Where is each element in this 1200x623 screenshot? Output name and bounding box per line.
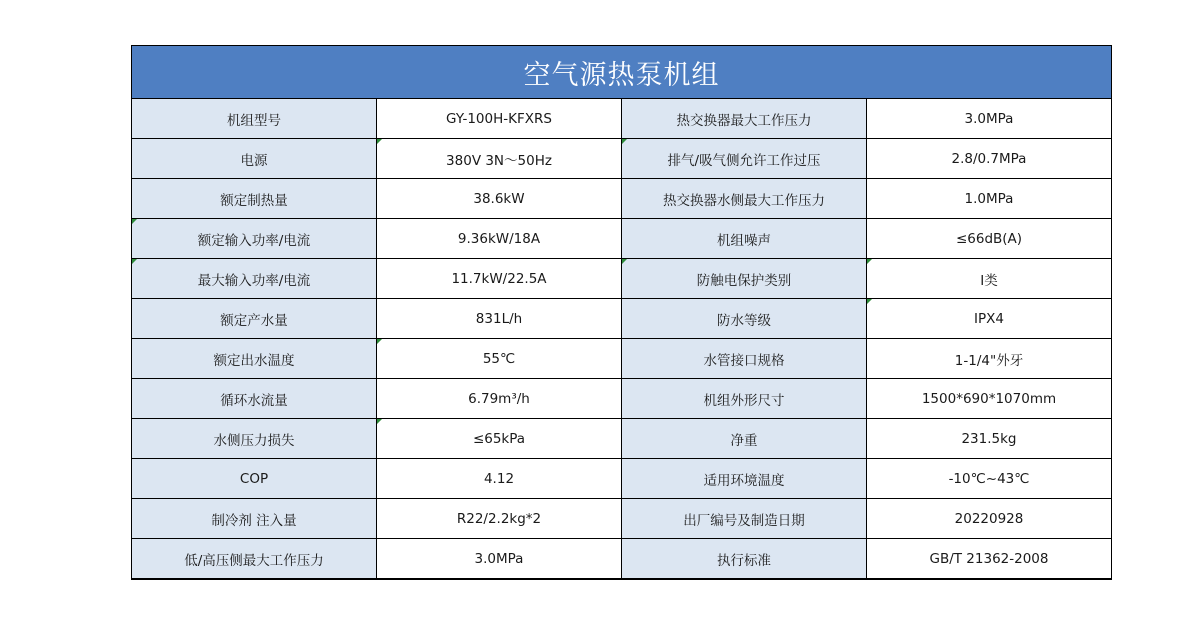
spec-value: R22/2.2kg*2 — [377, 499, 622, 539]
spec-label: 额定输入功率/电流 — [132, 219, 377, 259]
spec-value: 231.5kg — [867, 419, 1112, 459]
spec-label: 机组外形尺寸 — [622, 379, 867, 419]
spec-value: 6.79m³/h — [377, 379, 622, 419]
spec-value: 20220928 — [867, 499, 1112, 539]
spec-label: 制冷剂 注入量 — [132, 499, 377, 539]
table-row — [132, 419, 1112, 459]
spec-value: 55℃ — [377, 339, 622, 379]
spec-value: 3.0MPa — [377, 539, 622, 580]
table-row — [132, 459, 1112, 499]
spec-table — [131, 45, 1112, 580]
spec-label: 热交换器水侧最大工作压力 — [622, 179, 867, 219]
table-row — [132, 259, 1112, 299]
spec-value: 831L/h — [377, 299, 622, 339]
table-row — [132, 379, 1112, 419]
spec-label: 额定产水量 — [132, 299, 377, 339]
spec-value: ≤66dB(A) — [867, 219, 1112, 259]
spec-value: 2.8/0.7MPa — [867, 139, 1112, 179]
spec-label: 机组型号 — [132, 99, 377, 139]
spec-label: 水管接口规格 — [622, 339, 867, 379]
table-row — [132, 339, 1112, 379]
table-title: 空气源热泵机组 — [132, 46, 1112, 99]
spec-value: -10℃~43℃ — [867, 459, 1112, 499]
spec-value: 38.6kW — [377, 179, 622, 219]
table-row — [132, 139, 1112, 179]
table-row — [132, 299, 1112, 339]
spec-label: 最大输入功率/电流 — [132, 259, 377, 299]
spec-label: 额定出水温度 — [132, 339, 377, 379]
spec-label: 机组噪声 — [622, 219, 867, 259]
spec-value: 11.7kW/22.5A — [377, 259, 622, 299]
spec-label: 排气/吸气侧允许工作过压 — [622, 139, 867, 179]
spec-value: I类 — [867, 259, 1112, 299]
spec-label: 出厂编号及制造日期 — [622, 499, 867, 539]
spec-label: 水侧压力损失 — [132, 419, 377, 459]
spec-label: 低/高压侧最大工作压力 — [132, 539, 377, 580]
spec-value: 1.0MPa — [867, 179, 1112, 219]
spec-value: 3.0MPa — [867, 99, 1112, 139]
table-row — [132, 99, 1112, 139]
spec-label: 循环水流量 — [132, 379, 377, 419]
spec-label: COP — [132, 459, 377, 499]
spec-label: 额定制热量 — [132, 179, 377, 219]
table-row — [132, 219, 1112, 259]
spec-value: IPX4 — [867, 299, 1112, 339]
table-row — [132, 179, 1112, 219]
spec-value: 4.12 — [377, 459, 622, 499]
spec-label: 适用环境温度 — [622, 459, 867, 499]
table-row — [132, 499, 1112, 539]
spec-value: 380V 3N～50Hz — [377, 139, 622, 179]
spec-value: 9.36kW/18A — [377, 219, 622, 259]
spec-value: GB/T 21362-2008 — [867, 539, 1112, 580]
spec-label: 防水等级 — [622, 299, 867, 339]
spec-label: 热交换器最大工作压力 — [622, 99, 867, 139]
spec-label: 防触电保护类别 — [622, 259, 867, 299]
table-row — [132, 539, 1112, 580]
title-row — [132, 46, 1112, 99]
spec-label: 净重 — [622, 419, 867, 459]
spec-label: 电源 — [132, 139, 377, 179]
spec-value: 1-1/4"外牙 — [867, 339, 1112, 379]
spec-value: 1500*690*1070mm — [867, 379, 1112, 419]
spec-value: ≤65kPa — [377, 419, 622, 459]
spec-value: GY-100H-KFXRS — [377, 99, 622, 139]
spec-label: 执行标准 — [622, 539, 867, 580]
